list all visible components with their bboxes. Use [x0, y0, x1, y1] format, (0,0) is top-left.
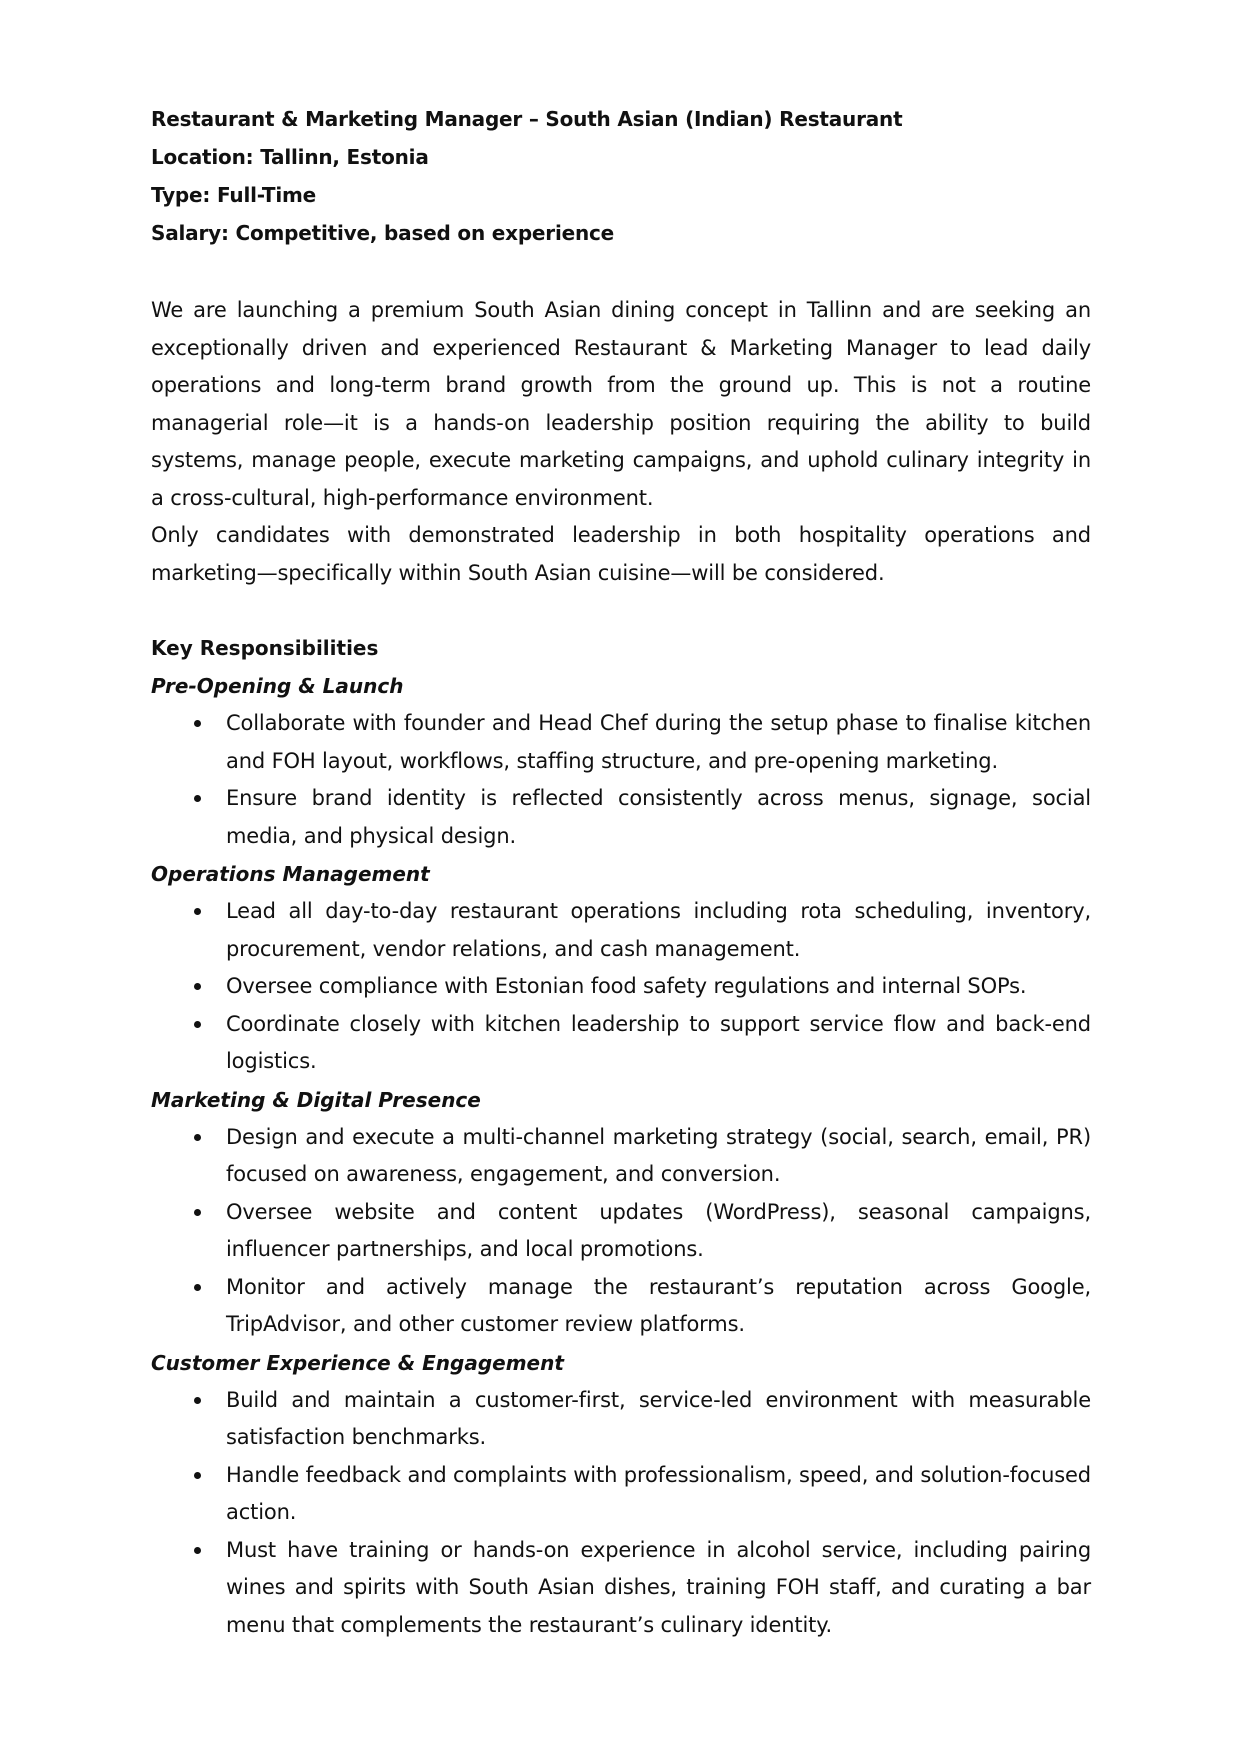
list-item [151, 780, 1091, 855]
bullet-icon [194, 1547, 201, 1554]
list-item [151, 1382, 1091, 1457]
bullet-list-pre-opening [151, 705, 1091, 855]
list-item [151, 1532, 1091, 1645]
bullet-icon [194, 908, 201, 915]
section-title-key-responsibilities: Key Responsibilities [151, 636, 379, 660]
list-item-text: Oversee website and content updates (WordPress), seasonal campaigns, influencer partnerships, and local promotions. [226, 1199, 1091, 1261]
bullet-icon [194, 795, 201, 802]
subheading-marketing: Marketing & Digital Presence [151, 1087, 481, 1112]
list-item-text: Ensure brand identity is reflected consistently across menus, signage, social media, and physical design. [226, 786, 1091, 848]
list-item [151, 893, 1091, 968]
list-item-text: Oversee compliance with Estonian food safety regulations and internal SOPs. [226, 974, 1027, 998]
bullet-list-customer-experience [151, 1382, 1091, 1645]
subheading-operations: Operations Management [151, 862, 430, 886]
subheading-pre-opening: Pre-Opening & Launch [151, 674, 404, 698]
bullet-list-operations [151, 893, 1091, 1081]
job-posting-document [151, 100, 1091, 1644]
intro-requirement-paragraph: Only candidates with demonstrated leadership in both hospitality operations and marketing—specifically within South Asian cuisine—will be considered. [151, 523, 1091, 585]
list-item [151, 1119, 1091, 1194]
list-item [151, 1457, 1091, 1532]
list-item-text: Lead all day-to-day restaurant operations including rota scheduling, inventory, procurement, vendor relations, and cash management. [226, 899, 1091, 961]
bullet-icon [194, 1209, 201, 1216]
list-item-text: Design and execute a multi-channel marketing strategy (social, search, email, PR) focused on awareness, engagement, and conversion. [226, 1124, 1091, 1186]
bullet-icon [194, 983, 201, 990]
list-item-text: Monitor and actively manage the restaurant’s reputation across Google, TripAdvisor, and other customer review platforms. [226, 1274, 1091, 1336]
section-customer-experience [151, 1344, 1091, 1645]
subheading-customer-experience: Customer Experience & Engagement [151, 1350, 564, 1375]
section-marketing [151, 1081, 1091, 1344]
bullet-list-marketing [151, 1119, 1091, 1344]
list-item-text: Handle feedback and complaints with professionalism, speed, and solution-focused action. [226, 1462, 1091, 1524]
bullet-icon [194, 1021, 201, 1028]
list-item [151, 968, 1091, 1006]
job-intro [151, 292, 1091, 592]
list-item [151, 1194, 1091, 1269]
list-item-text: Collaborate with founder and Head Chef during the setup phase to finalise kitchen and FOH layout, workflows, staffing structure, and pre-opening marketing. [226, 711, 1091, 773]
section-operations [151, 855, 1091, 1081]
section-pre-opening [151, 667, 1091, 855]
list-item-text: Build and maintain a customer-first, service-led environment with measurable satisfaction benchmarks. [226, 1387, 1091, 1449]
bullet-icon [194, 1134, 201, 1141]
list-item [151, 1269, 1091, 1344]
job-type: Type: Full-Time [151, 183, 317, 207]
list-item [151, 1006, 1091, 1081]
job-title: Restaurant & Marketing Manager – South Asian (Indian) Restaurant [151, 107, 903, 131]
job-header [151, 100, 1091, 252]
list-item [151, 705, 1091, 780]
bullet-icon [194, 720, 201, 727]
bullet-icon [194, 1472, 201, 1479]
job-salary: Salary: Competitive, based on experience [151, 221, 615, 245]
list-item-text: Must have training or hands-on experience in alcohol service, including pairing wines and spirits with South Asian dishes, training FOH staff, and curating a bar menu that complements the restaurant’s culinary identity. [226, 1537, 1091, 1637]
bullet-icon [194, 1284, 201, 1291]
job-location: Location: Tallinn, Estonia [151, 145, 429, 169]
intro-paragraph: We are launching a premium South Asian dining concept in Tallinn and are seeking an exceptionally driven and experienced Restaurant & Marketing Manager to lead daily operations and long-term brand growth from the ground up. This is not a routine managerial role—it is a hands-on leadership position requiring the ability to build systems, manage people, execute marketing campaigns, and uphold culinary integrity in a cross-cultural, high-performance environment. [151, 298, 1091, 510]
bullet-icon [194, 1397, 201, 1404]
list-item-text: Coordinate closely with kitchen leadership to support service flow and back-end logistics. [226, 1011, 1091, 1073]
